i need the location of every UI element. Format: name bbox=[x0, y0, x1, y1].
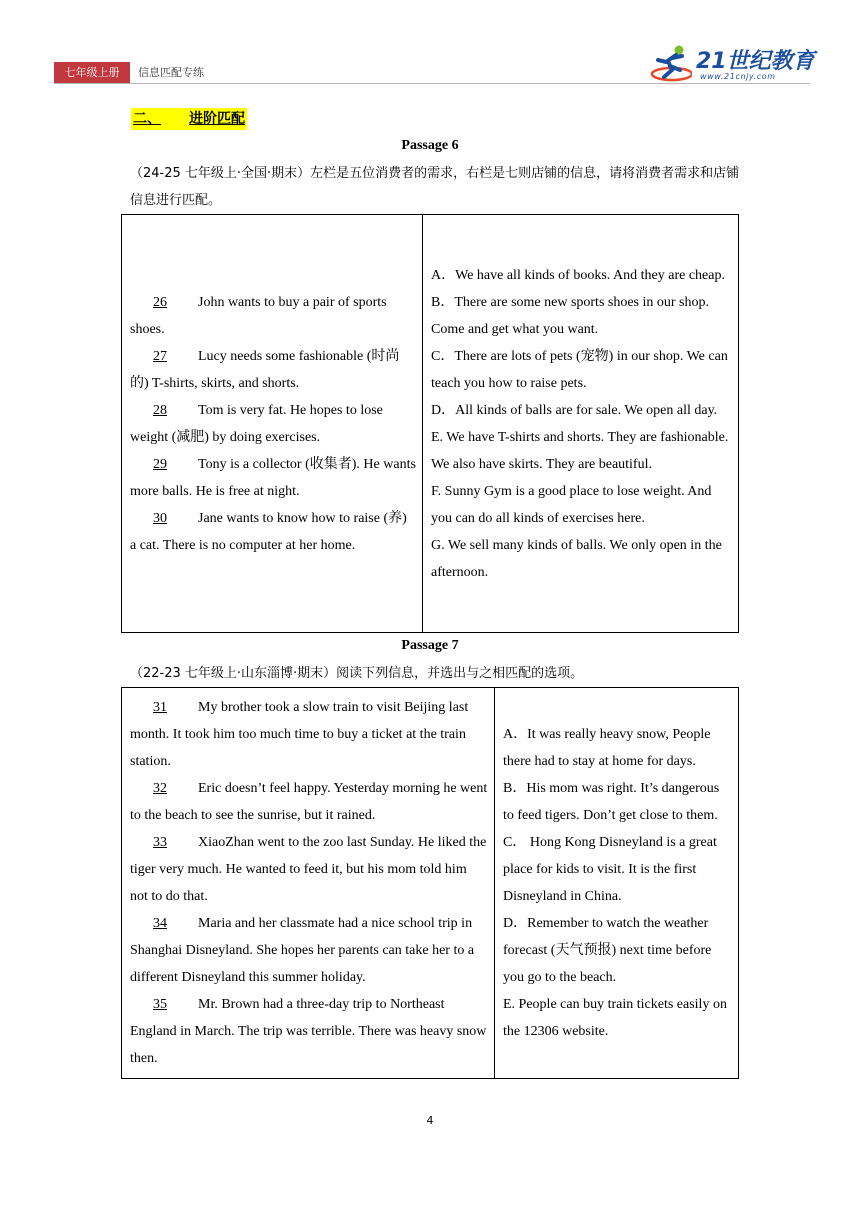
answer-blank[interactable]: 34 bbox=[153, 916, 167, 931]
question-text: Tony is a collector (收集者). He wants more balls. He is free at night. bbox=[130, 456, 416, 499]
section-heading bbox=[131, 108, 247, 130]
answer-blank[interactable]: 35 bbox=[153, 997, 167, 1012]
question-text: Lucy needs some fashionable (时尚的) T-shirts, skirts, and shorts. bbox=[130, 348, 400, 391]
logo-text: 21世纪教育 bbox=[696, 49, 815, 74]
option-item: A．It was really heavy snow, People there had to stay at home for days. bbox=[503, 727, 711, 769]
answer-blank[interactable]: 29 bbox=[153, 456, 167, 472]
question-text: Jane wants to know how to raise (养) a cat. There is no computer at her home. bbox=[130, 510, 407, 553]
option-item: E. We have T-shirts and shorts. They are fashionable. We also have skirts. They are beautiful. bbox=[431, 429, 729, 472]
passage6-options bbox=[423, 215, 739, 633]
question-item bbox=[130, 397, 416, 451]
question-text: Tom is very fat. He hopes to lose weight (减肥) by doing exercises. bbox=[130, 402, 383, 445]
question-item bbox=[130, 343, 416, 397]
section-title: 进阶匹配 bbox=[189, 111, 245, 127]
passage7-title: Passage 7 bbox=[401, 638, 459, 653]
question-item bbox=[130, 505, 416, 559]
option-item: F. Sunny Gym is a good place to lose weight. And you can do all kinds of exercises here. bbox=[431, 483, 712, 526]
question-text: John wants to buy a pair of sports shoes. bbox=[130, 294, 387, 337]
option-item: D．Remember to watch the weather forecast (天气预报) next time before you go to the beach. bbox=[503, 916, 712, 985]
passage7-options bbox=[495, 688, 739, 1079]
section-number: 二、 bbox=[133, 111, 161, 127]
question-item bbox=[130, 991, 488, 1072]
page-number: 4 bbox=[426, 1114, 434, 1127]
passage7-table bbox=[121, 687, 739, 1079]
page-header bbox=[0, 0, 860, 100]
passage6-table bbox=[121, 214, 739, 633]
question-text: Maria and her classmate had a nice school trip in Shanghai Disneyland. She hopes her parents can take her to a different Disneyland this summer holiday. bbox=[130, 916, 475, 985]
runner-icon bbox=[646, 44, 692, 84]
question-text: XiaoZhan went to the zoo last Sunday. He liked the tiger very much. He wanted to feed it, but his mom told him not to do that. bbox=[130, 835, 487, 904]
question-item bbox=[130, 910, 488, 991]
question-item bbox=[130, 775, 488, 829]
option-item: B．His mom was right. It’s dangerous to feed tigers. Don’t get close to them. bbox=[503, 781, 720, 823]
option-item: B．There are some new sports shoes in our shop. Come and get what you want. bbox=[431, 294, 710, 337]
passage6-intro: （24-25 七年级上·全国·期末）左栏是五位消费者的需求，右栏是七则店铺的信息，请将消费者需求和店铺信息进行匹配。 bbox=[130, 166, 740, 208]
passage6-title: Passage 6 bbox=[401, 138, 459, 153]
passage7-intro: （22-23 七年级上·山东淄博·期末）阅读下列信息，并选出与之相匹配的选项。 bbox=[130, 666, 584, 681]
question-text: Mr. Brown had a three-day trip to Northeast England in March. The trip was terrible. There was heavy snow then. bbox=[130, 997, 487, 1066]
option-item: D．All kinds of balls are for sale. We open all day. bbox=[431, 402, 718, 418]
passage7-questions bbox=[122, 688, 495, 1079]
answer-blank[interactable]: 26 bbox=[153, 294, 167, 310]
question-item bbox=[130, 694, 488, 775]
question-item bbox=[130, 451, 416, 505]
logo-url: www.21cnjy.com bbox=[700, 72, 776, 81]
question-text: Eric doesn’t feel happy. Yesterday morning he went to the beach to see the sunrise, but it rained. bbox=[130, 781, 488, 823]
answer-blank[interactable]: 32 bbox=[153, 781, 167, 796]
answer-blank[interactable]: 27 bbox=[153, 348, 167, 364]
answer-blank[interactable]: 31 bbox=[153, 700, 167, 715]
option-item: C．There are lots of pets (宠物) in our shop. We can teach you how to raise pets. bbox=[431, 348, 728, 391]
option-item: E. People can buy train tickets easily on the 12306 website. bbox=[503, 997, 727, 1039]
answer-blank[interactable]: 30 bbox=[153, 510, 167, 526]
question-item bbox=[130, 829, 488, 910]
passage6-questions bbox=[122, 215, 423, 633]
publisher-logo bbox=[646, 42, 816, 86]
grade-tag: 七年级上册 bbox=[54, 62, 130, 84]
question-text: My brother took a slow train to visit Beijing last month. It took him too much time to buy a ticket at the train station. bbox=[130, 700, 469, 769]
option-item: G. We sell many kinds of balls. We only open in the afternoon. bbox=[431, 537, 722, 580]
option-item: C． Hong Kong Disneyland is a great place for kids to visit. It is the first Disneyland in China. bbox=[503, 835, 717, 904]
answer-blank[interactable]: 28 bbox=[153, 402, 167, 418]
question-item bbox=[130, 289, 416, 343]
answer-blank[interactable]: 33 bbox=[153, 835, 167, 850]
option-item: A．We have all kinds of books. And they are cheap. bbox=[431, 267, 725, 283]
topic-label: 信息匹配专练 bbox=[138, 66, 204, 79]
